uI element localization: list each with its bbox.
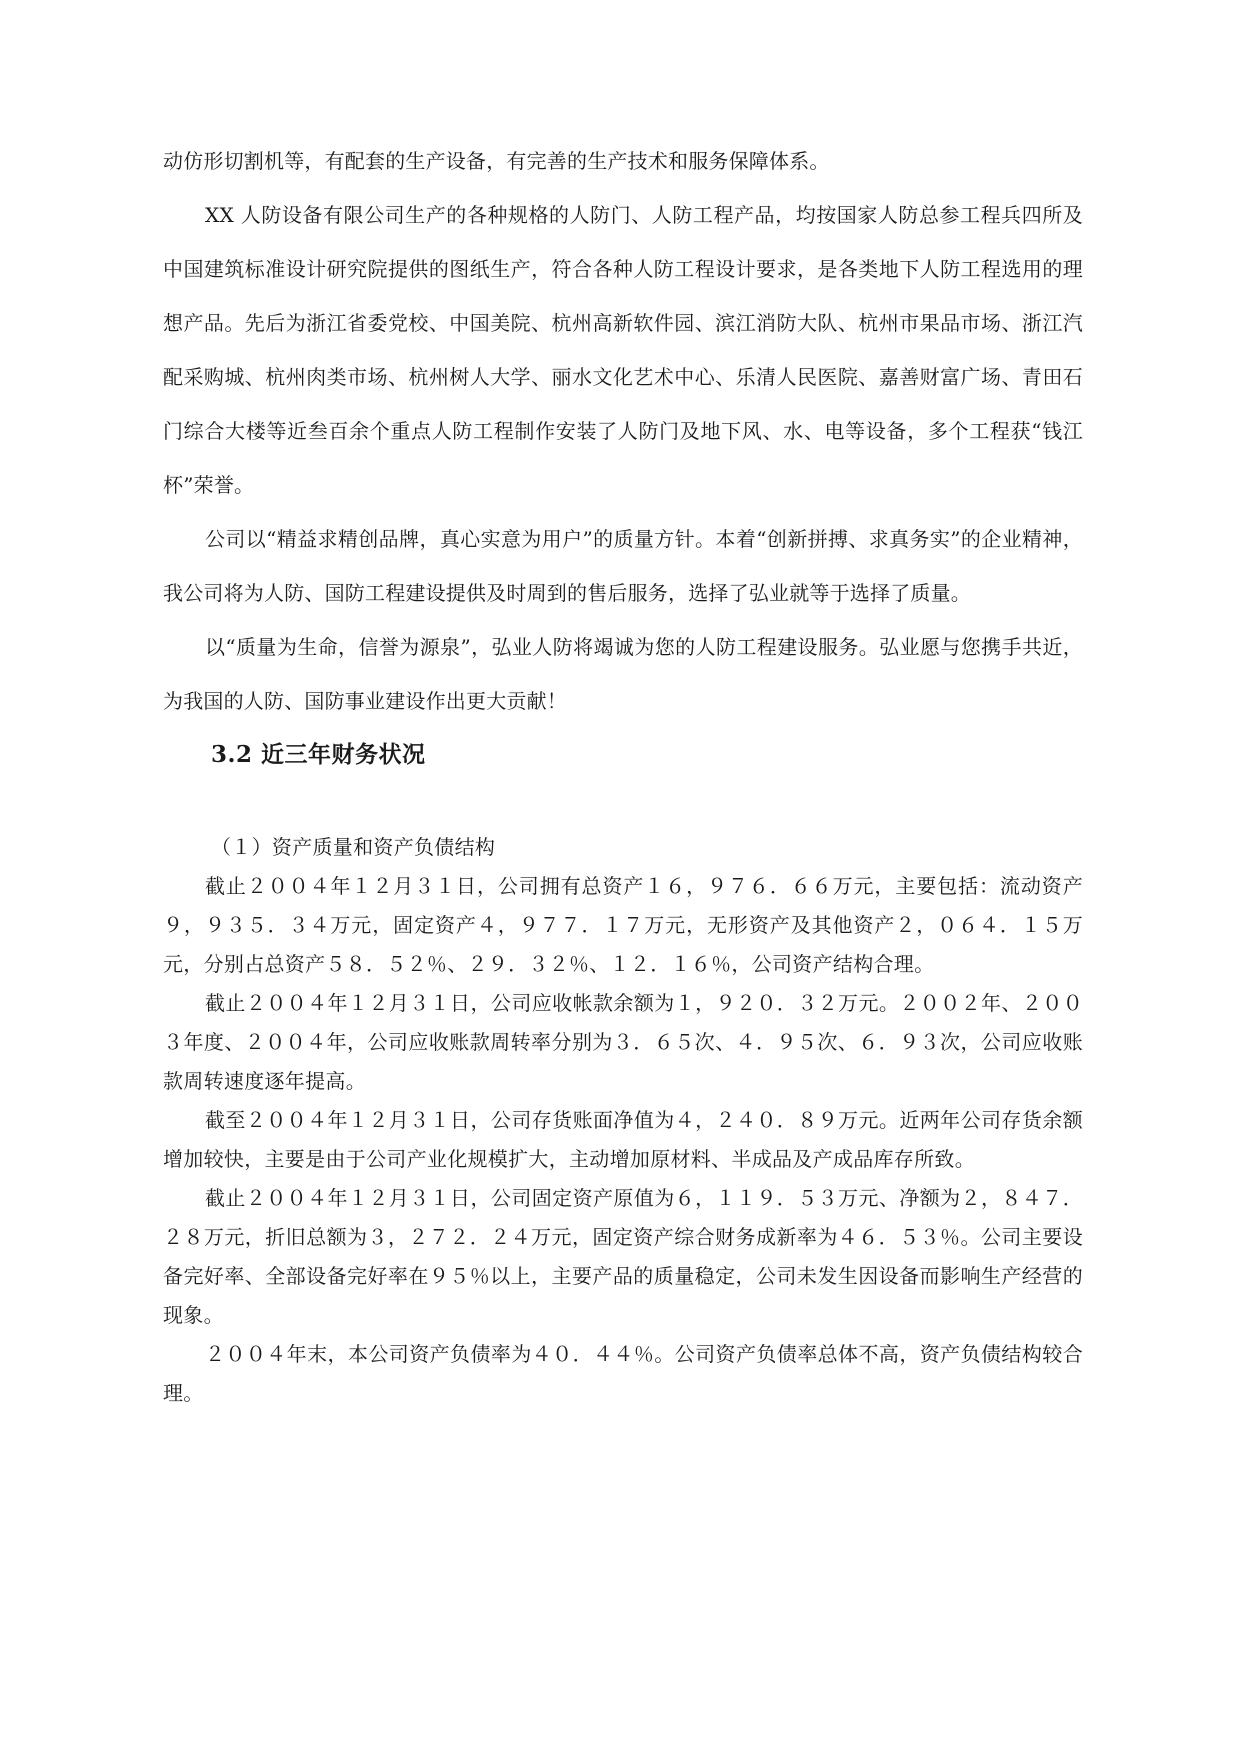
paragraph-debt-ratio: ２００４年末，本公司资产负债率为４０．４４％。公司资产负债率总体不高，资产负债结构较合理。: [163, 1342, 1083, 1405]
paragraph-inventory: 截至２００４年１２月３１日，公司存货账面净值为４，２４０．８９万元。近两年公司存货余额增加较快，主要是由于公司产业化规模扩大，主动增加原材料、半成品及产成品库存所致。: [163, 1108, 1083, 1171]
subheading-asset-structure: （１）资产质量和资产负债结构: [211, 835, 496, 859]
section-heading: 3.2 近三年财务状况: [211, 741, 426, 768]
paragraph-products: XX 人防设备有限公司生产的各种规格的人防门、人防工程产品，均按国家人防总参工程兵四所及中国建筑标准设计研究院提供的图纸生产，符合各种人防工程设计要求，是各类地下人防工程选用的理想产品。先后为浙江省委党校、中国美院、杭州高新软件园、滨江消防大队、杭州市果品市场、浙江汽配采购城、杭州肉类市场、杭州树人大学、丽水文化艺术中心、乐清人民医院、嘉善财富广场、青田石门综合大楼等近叁百余个重点人防工程制作安装了人防门及地下风、水、电等设备，多个工程获“钱江杯”荣誉。: [163, 203, 1083, 497]
paragraph-receivables: 截止２００４年１２月３１日，公司应收帐款余额为１，９２０．３２万元。２００２年、２００３年度、２００４年，公司应收账款周转率分别为３．６５次、４．９５次、６．９３次，公司应收账款周转速度逐年提高。: [163, 991, 1083, 1093]
paragraph-total-assets: 截止２００４年１２月３１日，公司拥有总资产１６，９７６．６６万元，主要包括：流动资产９，９３５．３４万元，固定资产４，９７７．１７万元，无形资产及其他资产２，０６４．１５万元，分别占总资产５８．５２％、２９．３２％、１２．１６％，公司资产结构合理。: [163, 874, 1083, 976]
document-page: [163, 134, 1083, 1413]
paragraph-closing: 以“质量为生命，信誉为源泉”，弘业人防将竭诚为您的人防工程建设服务。弘业愿与您携手共近，为我国的人防、国防事业建设作出更大贡献！: [163, 635, 1083, 713]
company-intro-section: [163, 134, 1083, 728]
paragraph-quality-policy: 公司以“精益求精创品牌，真心实意为用户”的质量方针。本着“创新拼搏、求真务实”的企业精神，我公司将为人防、国防工程建设提供及时周到的售后服务，选择了弘业就等于选择了质量。: [163, 527, 1083, 605]
financial-section: [163, 828, 1083, 1413]
paragraph-continuation: 动仿形切割机等，有配套的生产设备，有完善的生产技术和服务保障体系。: [163, 149, 830, 173]
paragraph-fixed-assets: 截止２００４年１２月３１日，公司固定资产原值为６，１１９．５３万元、净额为２，８４７．２８万元，折旧总额为３，２７２．２４万元，固定资产综合财务成新率为４６．５３％。公司主要设备完好率、全部设备完好率在９５％以上，主要产品的质量稳定，公司未发生因设备而影响生产经营的现象。: [163, 1186, 1083, 1327]
